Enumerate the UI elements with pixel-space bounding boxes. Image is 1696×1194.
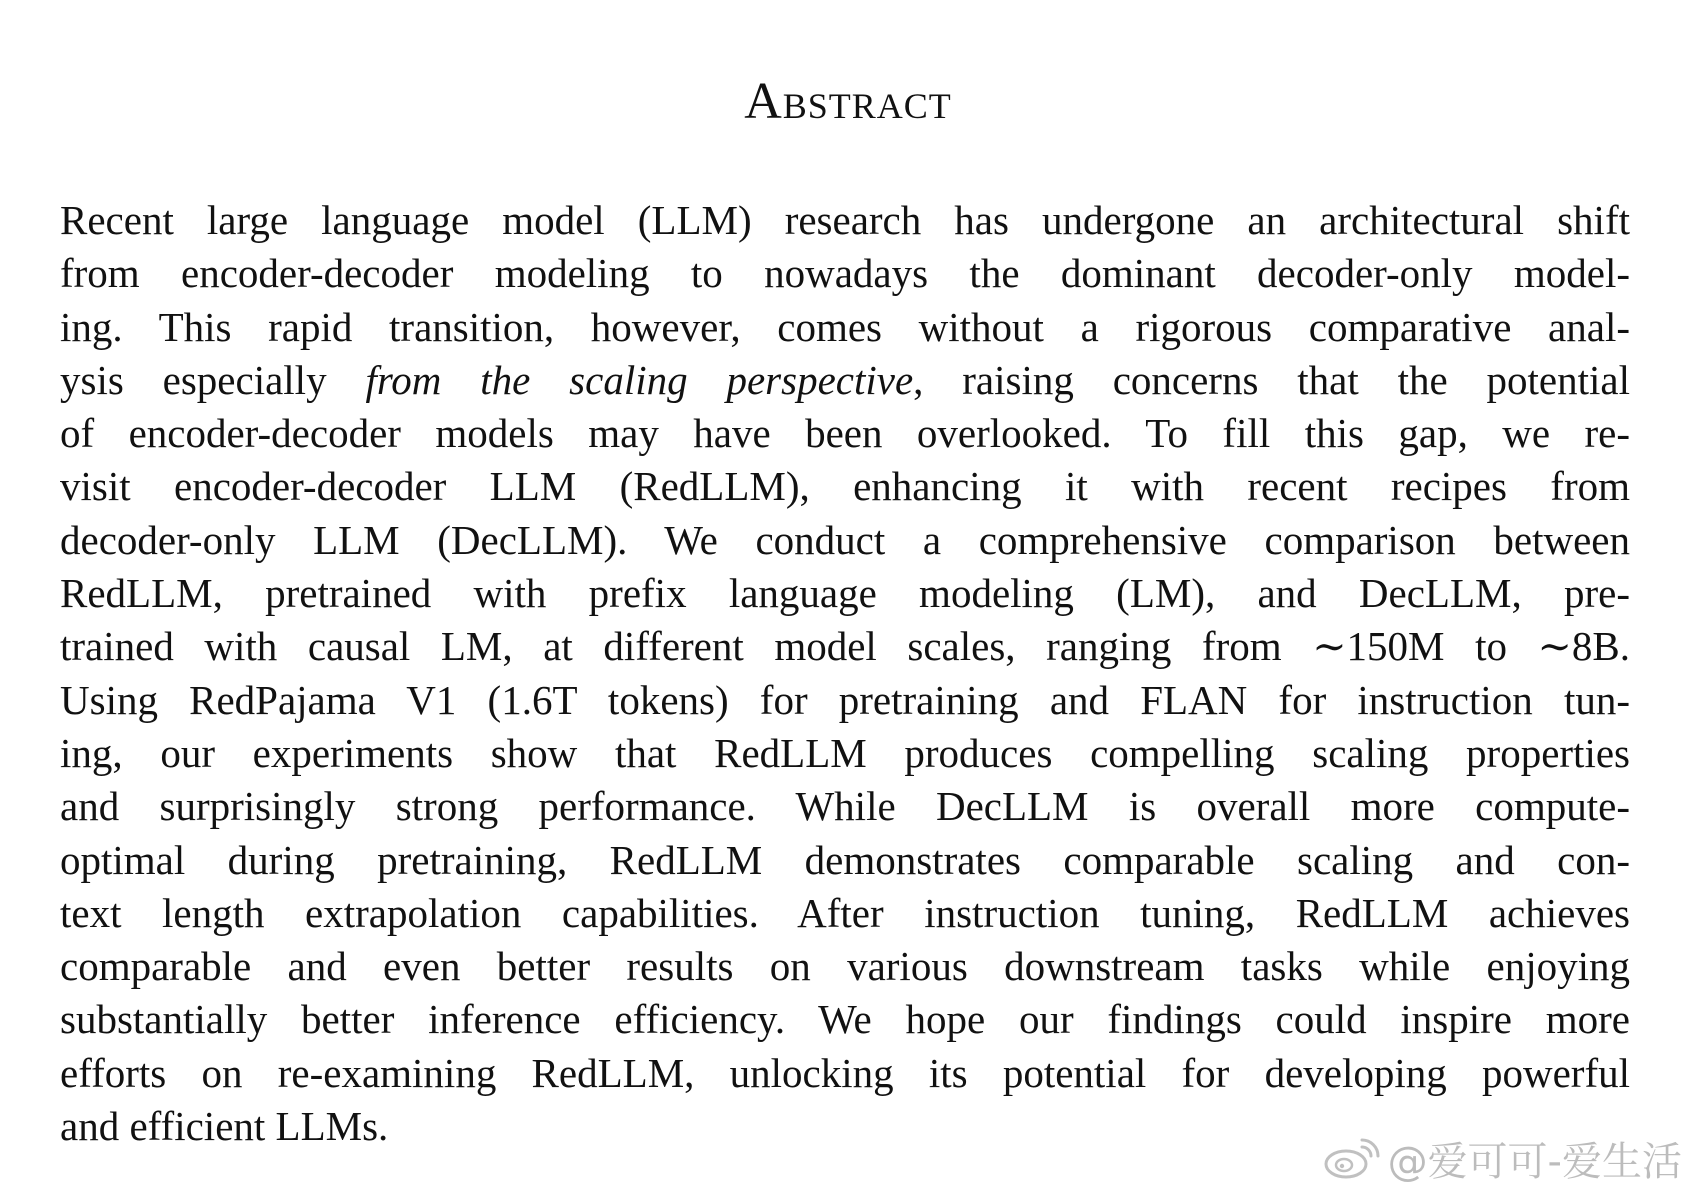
weibo-logo-icon <box>1322 1134 1382 1182</box>
abstract-line <box>60 674 1630 727</box>
abstract-text: efforts on re-examining RedLLM, unlocking its potential for developing powerful <box>60 1049 1630 1096</box>
abstract-line <box>60 460 1630 513</box>
watermark-text: @爱可可-爱生活 <box>1387 1138 1682 1185</box>
abstract-text: of encoder-decoder models may have been overlooked. To fill this gap, we re- <box>60 410 1630 457</box>
abstract-line <box>60 194 1630 247</box>
abstract-line <box>60 940 1630 993</box>
abstract-line <box>60 993 1630 1046</box>
abstract-line <box>60 620 1630 673</box>
abstract-text: text length extrapolation capabilities. After instruction tuning, RedLLM achieves <box>60 889 1630 936</box>
abstract-line <box>60 301 1630 354</box>
abstract-line <box>60 514 1630 567</box>
abstract-text: ing, our experiments show that RedLLM produces compelling scaling properties <box>60 729 1630 776</box>
abstract-line <box>60 354 1630 407</box>
abstract-text: , raising concerns that the potential <box>913 356 1630 403</box>
abstract-text: ysis especially <box>60 356 366 403</box>
abstract-text: and surprisingly strong performance. While DecLLM is overall more compute- <box>60 783 1630 830</box>
abstract-text: visit encoder-decoder LLM (RedLLM), enhancing it with recent recipes from <box>60 463 1630 510</box>
abstract-text: Using RedPajama V1 (1.6T tokens) for pretraining and FLAN for instruction tun- <box>60 676 1630 723</box>
abstract-text: Recent large language model (LLM) research has undergone an architectural shift <box>60 197 1630 243</box>
abstract-text: ing. This rapid transition, however, comes without a rigorous comparative anal- <box>60 303 1630 350</box>
abstract-body <box>60 194 1630 1153</box>
abstract-line <box>60 727 1630 780</box>
abstract-emphasis: from the scaling perspective <box>365 356 914 403</box>
abstract-line <box>60 1047 1630 1100</box>
abstract-line <box>60 247 1630 300</box>
abstract-line <box>60 834 1630 887</box>
abstract-text: and efficient LLMs. <box>60 1103 389 1150</box>
watermark <box>1322 1130 1682 1186</box>
abstract-heading: Abstract <box>744 73 952 130</box>
abstract-text: trained with causal LM, at different model scales, ranging from ∼150M to ∼8B. <box>60 623 1630 670</box>
abstract-text: decoder-only LLM (DecLLM). We conduct a comprehensive comparison between <box>60 516 1630 563</box>
abstract-text: RedLLM, pretrained with prefix language modeling (LM), and DecLLM, pre- <box>60 570 1630 617</box>
abstract-text: substantially better inference efficiency. We hope our findings could inspire more <box>60 996 1630 1043</box>
abstract-line <box>60 780 1630 833</box>
abstract-line <box>60 887 1630 940</box>
abstract-line <box>60 567 1630 620</box>
abstract-line <box>60 407 1630 460</box>
abstract-text: optimal during pretraining, RedLLM demonstrates comparable scaling and con- <box>60 836 1630 883</box>
abstract-text: comparable and even better results on various downstream tasks while enjoying <box>60 943 1630 990</box>
abstract-text: from encoder-decoder modeling to nowadays the dominant decoder-only model- <box>60 250 1630 297</box>
